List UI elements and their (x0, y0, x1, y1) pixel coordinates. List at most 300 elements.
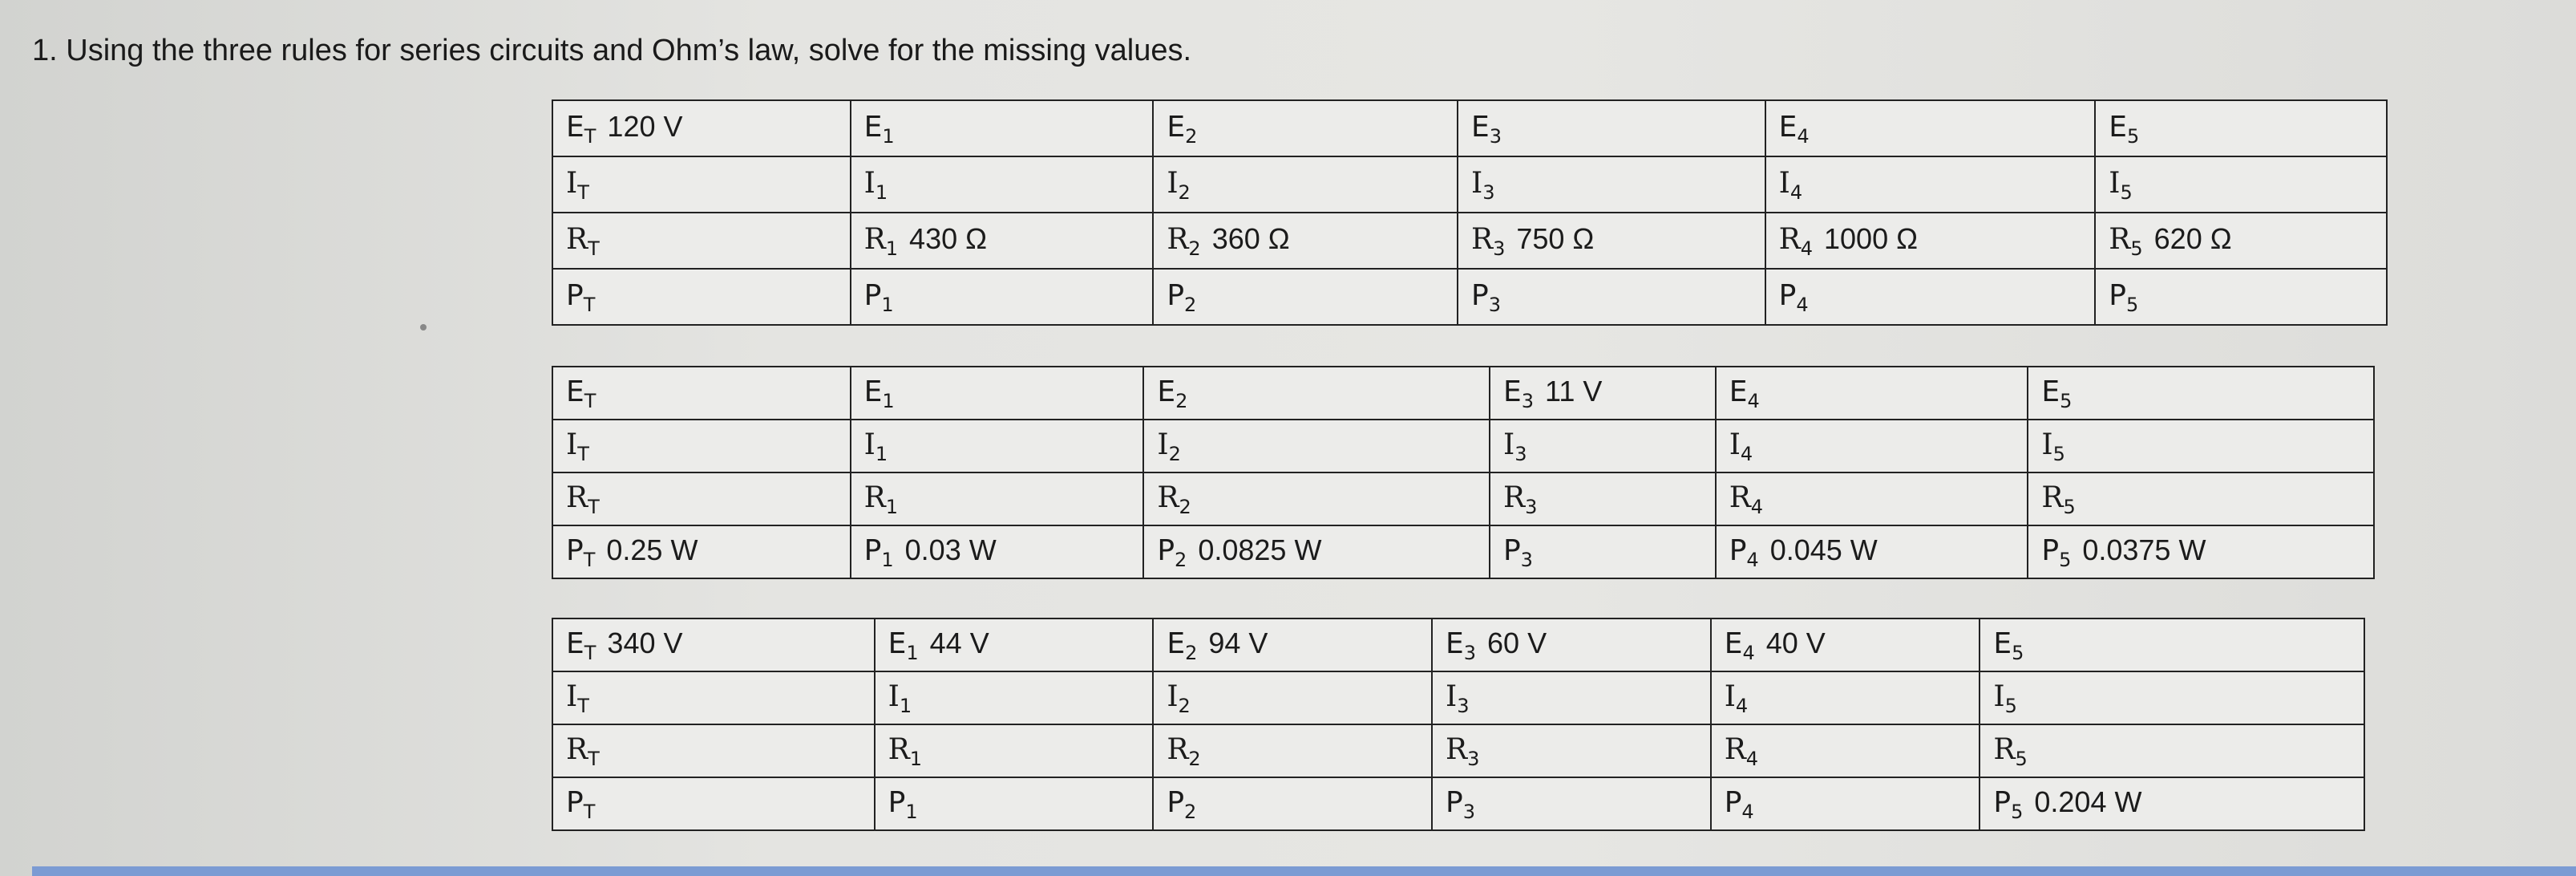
quantity-symbol (566, 732, 600, 770)
table-cell (851, 367, 1144, 420)
given-value: 340 V (607, 626, 683, 659)
symbol-subscript: T (584, 389, 596, 412)
table-cell (1153, 156, 1458, 213)
quantity-symbol (1167, 679, 1191, 717)
symbol-subscript: 5 (2120, 180, 2133, 204)
quantity-symbol (1157, 481, 1191, 518)
symbol-letter: E (566, 375, 584, 408)
table-cell (1432, 777, 1711, 830)
symbol-letter: E (566, 627, 584, 660)
table-cell (1980, 724, 2364, 777)
symbol-subscript: 3 (1457, 694, 1470, 717)
quantity-symbol (1993, 679, 2017, 717)
given-value: 120 V (607, 109, 683, 143)
symbol-letter: R (1993, 732, 2016, 766)
symbol-subscript: 2 (1175, 548, 1187, 571)
table-cell (2028, 420, 2374, 472)
symbol-subscript: 5 (2012, 641, 2024, 664)
table-row (552, 420, 2374, 472)
table-cell (552, 269, 851, 325)
symbol-subscript: 4 (1745, 747, 1759, 770)
symbol-letter: P (1470, 278, 1489, 312)
table-cell (552, 156, 851, 213)
symbol-subscript: 5 (2052, 442, 2065, 465)
quantity-symbol (1446, 785, 1475, 823)
symbol-letter: E (2109, 110, 2128, 144)
given-value: 750 Ω (1516, 221, 1595, 255)
symbol-subscript: 3 (1489, 124, 1502, 148)
stray-mark (420, 324, 427, 331)
quantity-symbol (888, 785, 918, 823)
quantity-symbol (566, 166, 589, 204)
table-row (552, 100, 2387, 156)
symbol-subscript: 1 (882, 389, 895, 412)
table-cell (851, 525, 1144, 578)
symbol-subscript: 1 (881, 293, 894, 316)
symbol-letter: I (2109, 166, 2121, 200)
symbol-letter: P (566, 533, 584, 567)
symbol-subscript: 2 (1175, 389, 1188, 412)
symbol-letter: P (1157, 533, 1175, 567)
symbol-letter: E (1167, 110, 1186, 144)
symbol-subscript: T (588, 747, 600, 770)
quantity-symbol (1724, 732, 1759, 770)
circuit-table-1 (552, 99, 2388, 326)
quantity-symbol (1993, 627, 2024, 664)
table-cell (1153, 269, 1458, 325)
symbol-letter: E (888, 627, 907, 660)
table-cell (1143, 472, 1490, 525)
symbol-letter: P (1446, 785, 1463, 819)
symbol-subscript: 1 (875, 442, 888, 465)
symbol-letter: P (863, 533, 882, 567)
table-cell (1490, 525, 1716, 578)
table-cell (875, 618, 1154, 671)
quantity-symbol (566, 428, 589, 465)
table-cell (1716, 525, 2028, 578)
symbol-letter: R (1778, 222, 1801, 256)
table-cell (875, 724, 1154, 777)
table-cell (2028, 525, 2374, 578)
given-value: 620 Ω (2153, 221, 2232, 255)
symbol-subscript: 1 (909, 747, 923, 770)
symbol-letter: I (1502, 428, 1515, 461)
quantity-symbol (1502, 375, 1534, 412)
symbol-letter: I (1729, 428, 1741, 461)
symbol-subscript: 1 (905, 800, 918, 823)
symbol-letter: P (888, 785, 906, 819)
quantity-symbol (888, 679, 912, 717)
symbol-subscript: 3 (1520, 548, 1533, 571)
table-cell (1716, 367, 2028, 420)
quantity-symbol (1167, 278, 1197, 316)
table-cell (552, 472, 851, 525)
table-cell (1458, 100, 1765, 156)
table-cell (1711, 724, 1980, 777)
quantity-symbol (1724, 785, 1754, 823)
symbol-subscript: 3 (1488, 293, 1501, 316)
quantity-symbol (1778, 278, 1809, 316)
quantity-symbol (1167, 110, 1198, 148)
symbol-letter: E (1167, 627, 1186, 660)
symbol-letter: P (566, 785, 584, 819)
table-cell (1980, 671, 2364, 724)
quantity-symbol (566, 679, 589, 717)
table-row (552, 472, 2374, 525)
symbol-subscript: 4 (1735, 694, 1749, 717)
symbol-letter: R (863, 481, 886, 514)
symbol-letter: E (1778, 110, 1798, 144)
symbol-subscript: 4 (1796, 293, 1809, 316)
symbol-letter: E (1729, 375, 1748, 408)
given-value: 0.0825 W (1198, 533, 1322, 566)
symbol-subscript: T (584, 641, 596, 664)
screen-bottom-edge (32, 866, 2576, 876)
symbol-subscript: 5 (2015, 747, 2028, 770)
given-value: 1000 Ω (1824, 221, 1919, 255)
symbol-subscript: 2 (1185, 124, 1198, 148)
table-row (552, 618, 2364, 671)
given-value: 11 V (1544, 374, 1603, 408)
symbol-letter: I (566, 679, 578, 713)
quantity-symbol (1502, 428, 1527, 465)
symbol-subscript: 3 (1514, 442, 1527, 465)
quantity-symbol (1167, 166, 1191, 204)
symbol-letter: I (1778, 166, 1790, 200)
symbol-letter: R (1157, 481, 1179, 514)
quantity-symbol (566, 110, 596, 148)
circuit-table-2 (552, 366, 2375, 579)
symbol-subscript: 5 (2130, 237, 2143, 260)
given-value: 60 V (1487, 626, 1547, 659)
quantity-symbol (2109, 166, 2133, 204)
table-cell (1153, 618, 1432, 671)
quantity-symbol (1778, 166, 1803, 204)
symbol-subscript: 5 (2060, 389, 2073, 412)
symbol-subscript: T (577, 694, 589, 717)
symbol-letter: I (1993, 679, 2005, 713)
quantity-symbol (1470, 222, 1506, 260)
quantity-symbol (2109, 222, 2143, 260)
symbol-letter: I (1157, 428, 1169, 461)
given-value: 94 V (1208, 626, 1268, 659)
quantity-symbol (566, 785, 596, 823)
quantity-symbol (888, 627, 919, 664)
quantity-symbol (566, 533, 596, 571)
symbol-letter: R (863, 222, 886, 256)
symbol-letter: I (1167, 679, 1179, 713)
symbol-subscript: 3 (1521, 389, 1534, 412)
given-value: 0.045 W (1769, 533, 1878, 566)
symbol-subscript: 3 (1493, 237, 1506, 260)
symbol-subscript: 4 (1789, 180, 1803, 204)
table-cell (1716, 472, 2028, 525)
quantity-symbol (1724, 679, 1749, 717)
quantity-symbol (2109, 110, 2140, 148)
symbol-letter: R (1502, 481, 1526, 514)
symbol-letter: E (2041, 375, 2060, 408)
table-cell (1980, 777, 2364, 830)
table-cell (1716, 420, 2028, 472)
table-cell (1153, 671, 1432, 724)
symbol-letter: E (1470, 110, 1490, 144)
symbol-subscript: 3 (1462, 800, 1475, 823)
symbol-subscript: 2 (1179, 495, 1191, 518)
symbol-subscript: 5 (2011, 800, 2024, 823)
quantity-symbol (566, 375, 596, 412)
given-value: 44 V (929, 626, 989, 659)
circuit-table-3 (552, 618, 2365, 831)
quantity-symbol (888, 732, 923, 770)
quantity-symbol (566, 278, 596, 316)
symbol-letter: P (1167, 785, 1185, 819)
symbol-letter: P (1502, 533, 1521, 567)
given-value: 40 V (1765, 626, 1826, 659)
given-value: 0.0375 W (2082, 533, 2206, 566)
quantity-symbol (863, 278, 894, 316)
symbol-subscript: 1 (899, 694, 912, 717)
table-cell (1432, 618, 1711, 671)
symbol-subscript: 4 (1746, 548, 1759, 571)
symbol-subscript: 1 (885, 495, 899, 518)
quantity-symbol (1502, 481, 1538, 518)
symbol-subscript: 2 (1188, 237, 1201, 260)
quantity-symbol (2109, 278, 2139, 316)
symbol-subscript: 4 (1740, 442, 1753, 465)
table-row (552, 777, 2364, 830)
table-cell (2028, 367, 2374, 420)
symbol-letter: I (863, 428, 876, 461)
given-value: 0.204 W (2034, 785, 2142, 818)
symbol-letter: R (1167, 732, 1189, 766)
quantity-symbol (1157, 533, 1187, 571)
symbol-subscript: T (577, 442, 589, 465)
symbol-letter: I (863, 166, 876, 200)
table-cell (875, 777, 1154, 830)
table-cell (1711, 618, 1980, 671)
table-cell (1765, 156, 2096, 213)
symbol-subscript: 2 (1178, 180, 1191, 204)
symbol-letter: E (1502, 375, 1522, 408)
symbol-letter: I (1167, 166, 1179, 200)
table-row (552, 269, 2387, 325)
table-cell (1153, 777, 1432, 830)
symbol-subscript: 5 (2127, 124, 2140, 148)
quantity-symbol (2041, 375, 2073, 412)
table-row (552, 525, 2374, 578)
table-cell (1458, 269, 1765, 325)
symbol-subscript: 1 (906, 641, 919, 664)
symbol-letter: R (1167, 222, 1189, 256)
given-value: 0.03 W (904, 533, 997, 566)
symbol-letter: I (888, 679, 900, 713)
symbol-letter: P (1778, 278, 1797, 312)
table-cell (1153, 724, 1432, 777)
quantity-symbol (1167, 732, 1201, 770)
quantity-symbol (1993, 785, 2024, 823)
symbol-letter: R (2041, 481, 2064, 514)
quantity-symbol (566, 481, 600, 518)
symbol-subscript: 2 (1168, 442, 1181, 465)
quantity-symbol (1157, 428, 1181, 465)
quantity-symbol (2041, 481, 2076, 518)
table-cell (1765, 100, 2096, 156)
quantity-symbol (1157, 375, 1188, 412)
symbol-letter: R (566, 732, 588, 766)
symbol-subscript: 5 (2063, 495, 2076, 518)
symbol-subscript: 4 (1742, 641, 1755, 664)
symbol-letter: P (863, 278, 882, 312)
table-row (552, 671, 2364, 724)
table-cell (552, 777, 875, 830)
symbol-subscript: 1 (875, 180, 888, 204)
quantity-symbol (1778, 222, 1814, 260)
quantity-symbol (1729, 481, 1764, 518)
symbol-letter: R (1729, 481, 1751, 514)
quantity-symbol (1502, 533, 1533, 571)
quantity-symbol (1167, 627, 1198, 664)
given-value: 430 Ω (909, 221, 988, 255)
table-cell (552, 100, 851, 156)
table-cell (552, 724, 875, 777)
symbol-letter: I (566, 428, 578, 461)
table-cell (1711, 671, 1980, 724)
symbol-subscript: 3 (1482, 180, 1495, 204)
quantity-symbol (1167, 785, 1197, 823)
symbol-subscript: 3 (1463, 641, 1477, 664)
table-cell (2095, 156, 2387, 213)
symbol-subscript: T (583, 548, 596, 571)
quantity-symbol (1470, 166, 1495, 204)
symbol-letter: R (1470, 222, 1494, 256)
quantity-symbol (1729, 533, 1759, 571)
symbol-letter: I (566, 166, 578, 200)
symbol-subscript: 3 (1467, 747, 1480, 770)
symbol-subscript: 2 (1184, 800, 1197, 823)
symbol-letter: E (863, 375, 883, 408)
table-cell (875, 671, 1154, 724)
symbol-letter: E (1446, 627, 1464, 660)
table-cell (552, 213, 851, 269)
quantity-symbol (1729, 375, 1760, 412)
table-cell (552, 671, 875, 724)
table-cell (1490, 420, 1716, 472)
table-cell (2095, 100, 2387, 156)
symbol-letter: P (566, 278, 584, 312)
given-value: 0.25 W (606, 533, 698, 566)
symbol-letter: E (1157, 375, 1176, 408)
symbol-letter: R (566, 222, 588, 256)
symbol-subscript: T (577, 180, 589, 204)
table-cell (552, 618, 875, 671)
symbol-subscript: 3 (1525, 495, 1538, 518)
table-cell (1765, 269, 2096, 325)
symbol-letter: R (1446, 732, 1468, 766)
quantity-symbol (1470, 110, 1502, 148)
symbol-letter: E (1724, 627, 1743, 660)
symbol-letter: P (2109, 278, 2126, 312)
symbol-subscript: 2 (1188, 747, 1201, 770)
symbol-letter: E (863, 110, 883, 144)
symbol-subscript: 4 (1797, 124, 1810, 148)
symbol-subscript: 2 (1185, 641, 1198, 664)
symbol-subscript: 4 (1741, 800, 1754, 823)
quantity-symbol (863, 110, 895, 148)
symbol-letter: P (1724, 785, 1742, 819)
quantity-symbol (863, 428, 888, 465)
table-row (552, 156, 2387, 213)
symbol-letter: R (1724, 732, 1746, 766)
table-cell (851, 472, 1144, 525)
quantity-symbol (2041, 533, 2072, 571)
symbol-letter: P (1729, 533, 1747, 567)
symbol-subscript: T (583, 293, 596, 316)
symbol-subscript: 5 (2004, 694, 2017, 717)
symbol-subscript: 4 (1750, 495, 1764, 518)
given-value: 360 Ω (1211, 221, 1290, 255)
table-cell (1458, 156, 1765, 213)
symbol-subscript: 5 (2059, 548, 2072, 571)
table-cell (851, 269, 1154, 325)
symbol-letter: R (888, 732, 910, 766)
table-cell (2095, 213, 2387, 269)
table-cell (2028, 472, 2374, 525)
quantity-symbol (1724, 627, 1755, 664)
quantity-symbol (863, 481, 899, 518)
table-cell (552, 367, 851, 420)
table-cell (552, 525, 851, 578)
symbol-letter: P (1167, 278, 1185, 312)
table-cell (851, 420, 1144, 472)
table-cell (1458, 213, 1765, 269)
table-cell (1143, 525, 1490, 578)
quantity-symbol (2041, 428, 2065, 465)
symbol-subscript: 2 (1184, 293, 1197, 316)
table-cell (1432, 671, 1711, 724)
table-row (552, 367, 2374, 420)
quantity-symbol (566, 627, 596, 664)
table-cell (1980, 618, 2364, 671)
quantity-symbol (1470, 278, 1501, 316)
question-text: 1. Using the three rules for series circuits and Ohm’s law, solve for the missing values. (32, 34, 1192, 67)
table-cell (552, 420, 851, 472)
symbol-letter: I (1446, 679, 1458, 713)
table-cell (1432, 724, 1711, 777)
symbol-subscript: 2 (1178, 694, 1191, 717)
quantity-symbol (863, 166, 888, 204)
symbol-letter: E (1993, 627, 2012, 660)
table-cell (1153, 100, 1458, 156)
table-cell (1765, 213, 2096, 269)
table-cell (851, 213, 1154, 269)
symbol-letter: R (2109, 222, 2131, 256)
symbol-subscript: 1 (882, 124, 895, 148)
symbol-subscript: T (583, 800, 596, 823)
symbol-subscript: 1 (885, 237, 899, 260)
table-row (552, 724, 2364, 777)
symbol-letter: E (566, 110, 584, 144)
symbol-letter: R (566, 481, 588, 514)
quantity-symbol (1729, 428, 1753, 465)
symbol-letter: I (1470, 166, 1483, 200)
quantity-symbol (1167, 222, 1201, 260)
table-cell (1490, 367, 1716, 420)
quantity-symbol (1778, 110, 1810, 148)
quantity-symbol (863, 533, 894, 571)
quantity-symbol (1993, 732, 2028, 770)
quantity-symbol (1446, 679, 1470, 717)
quantity-symbol (863, 222, 899, 260)
